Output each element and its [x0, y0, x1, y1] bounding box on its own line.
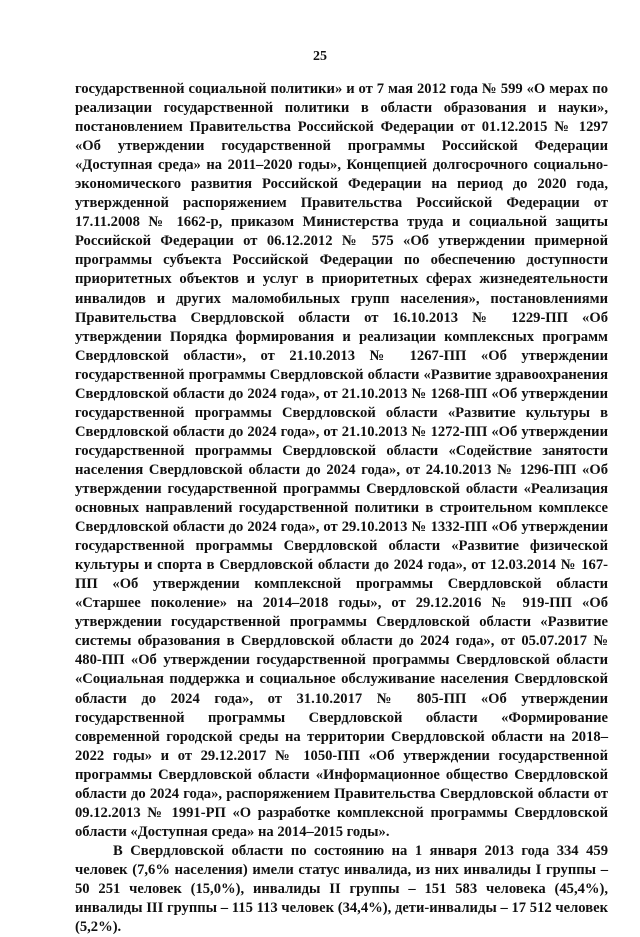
page-number: 25 — [313, 49, 327, 64]
paragraph-disability-statistics: В Свердловской области по состоянию на 1 января 2013 года 334 459 человек (7,6% населения) имели статус инвалида, из них инвалиды I группы – 50 251 человек (15,0%), инвалиды II группы – 151 583 человека (45,4%), инвалиды III группы – 115 113 человек (34,4%), дети-инвалиды – 17 512 человек (5,2%). — [75, 842, 608, 936]
paragraph-legal-basis: государственной социальной политики» и от 7 мая 2012 года № 599 «О мерах по реализации государственной политики в области образования и науки», постановлением Правительства Российской Федерации от 01.12.2015 № 1297 «Об утверждении государственной программы Российской Федерации «Доступная среда» на 2011–2020 годы», Концепцией долгосрочного социально-экономического развития Российской Федерации на период до 2020 года, утвержденной распоряжением Правительства Российской Федерации от 17.11.2008 № 1662-р, приказом Министерства труда и социальной защиты Российской Федерации от 06.12.2012 № 575 «Об утверждении примерной программы субъекта Российской Федерации по обеспечению доступности приоритетных объектов и услуг в приоритетных сферах жизнедеятельности инвалидов и других маломобильных групп населения», постановлениями Правительства Свердловской области от 16.10.2013 № 1229-ПП «Об утверждении Порядка формирования и реализации комплексных программ Свердловской области», от 21.10.2013 № 1267-ПП «Об утверждении государственной программы Свердловской области «Развитие здравоохранения Свердловской области до 2024 года», от 21.10.2013 № 1268-ПП «Об утверждении государственной программы Свердловской области «Развитие культуры в Свердловской области до 2024 года», от 21.10.2013 № 1272-ПП «Об утверждении государственной программы Свердловской области «Содействие занятости населения Свердловской области до 2024 года», от 24.10.2013 № 1296-ПП «Об утверждении государственной программы Свердловской области «Реализация основных направлений государственной политики в строительном комплексе Свердловской области до 2024 года», от 29.10.2013 № 1332-ПП «Об утверждении государственной программы Свердловской области «Развитие физической культуры и спорта в Свердловской области до 2024 года», от 12.03.2014 № 167-ПП «Об утверждении комплексной программы Свердловской области «Старшее поколение» на 2014–2018 годы», от 29.12.2016 № 919-ПП «Об утверждении государственной программы Свердловской области «Развитие системы образования в Свердловской области до 2024 года», от 05.07.2017 № 480-ПП «Об утверждении государственной программы Свердловской области «Социальная поддержка и социальное обслуживание населения Свердловской области до 2024 года», от 31.10.2017 № 805-ПП «Об утверждении государственной программы Свердловской области «Формирование современной городской среды на территории Свердловской области на 2018–2022 годы» и от 29.12.2017 № 1050-ПП «Об утверждении государственной программы Свердловской области «Информационное общество Свердловской области до 2024 года», распоряжением Правительства Свердловской области от 09.12.2013 № 1991-РП «О разработке комплексной программы Свердловской области «Доступная среда» на 2014–2015 годы». — [75, 81, 608, 840]
body-text — [75, 80, 608, 937]
